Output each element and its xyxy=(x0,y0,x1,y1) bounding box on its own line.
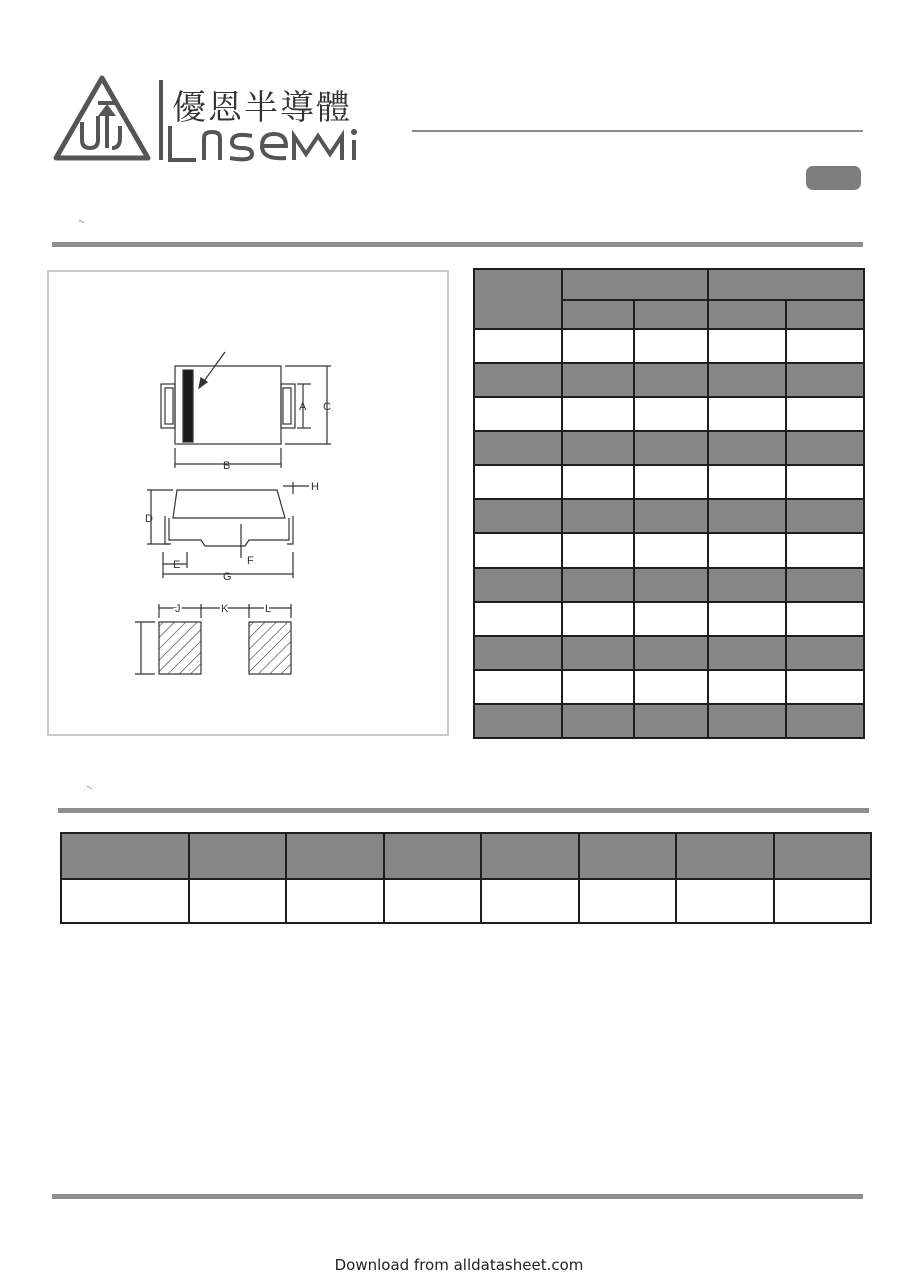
side-view xyxy=(147,482,309,578)
dim-label-d: D xyxy=(145,513,153,525)
dimension-table xyxy=(473,268,865,739)
header-rule xyxy=(412,130,863,132)
dim-label-f: F xyxy=(247,555,254,567)
footer-rule xyxy=(52,1194,863,1199)
table-header-cell xyxy=(676,833,773,879)
table-header-cell xyxy=(61,833,189,879)
dim-label-e: E xyxy=(173,559,181,571)
dim-label-b: B xyxy=(223,460,231,472)
brand-chinese-name: 優恩半導體 xyxy=(172,88,352,128)
dim-label-c: C xyxy=(323,401,331,413)
table-header-cell xyxy=(634,300,708,329)
table-header-cell xyxy=(774,833,871,879)
table-header-cell xyxy=(474,269,562,329)
section-tick-mark: ~ xyxy=(84,781,95,795)
table-header-cell xyxy=(481,833,578,879)
table-row xyxy=(474,568,864,602)
table-row xyxy=(474,431,864,465)
table-row xyxy=(474,670,864,704)
dim-label-a: A xyxy=(299,401,307,413)
table-header-cell xyxy=(579,833,676,879)
table-row xyxy=(474,363,864,397)
brand-logo-wordmark xyxy=(166,124,366,164)
table-row xyxy=(474,397,864,431)
table-row xyxy=(474,465,864,499)
section-tick-mark: ~ xyxy=(76,215,87,229)
table-row xyxy=(474,499,864,533)
table-header-cell xyxy=(286,833,383,879)
dim-label-g: G xyxy=(223,571,232,583)
dim-label-k: K xyxy=(221,603,229,615)
table-header-cell xyxy=(708,300,786,329)
package-outline-drawing xyxy=(47,270,449,736)
table-header-cell xyxy=(562,300,634,329)
ordering-info-table xyxy=(60,832,872,924)
dim-label-h: H xyxy=(311,481,319,493)
table-row xyxy=(474,533,864,567)
table-header-cell xyxy=(562,269,708,300)
table-row xyxy=(474,636,864,670)
download-source-text: Download from alldatasheet.com xyxy=(334,1256,584,1274)
dim-label-j: J xyxy=(175,603,181,615)
table-row xyxy=(61,879,871,923)
table-header-cell xyxy=(384,833,481,879)
table-header-cell xyxy=(189,833,286,879)
section-rule-middle xyxy=(58,808,869,813)
table-header-cell xyxy=(786,300,864,329)
table-row xyxy=(474,329,864,363)
dim-label-l: L xyxy=(265,603,272,615)
table-header-cell xyxy=(708,269,864,300)
table-row xyxy=(474,704,864,738)
package-badge xyxy=(806,166,861,190)
section-rule-top xyxy=(52,242,863,247)
table-row xyxy=(474,602,864,636)
